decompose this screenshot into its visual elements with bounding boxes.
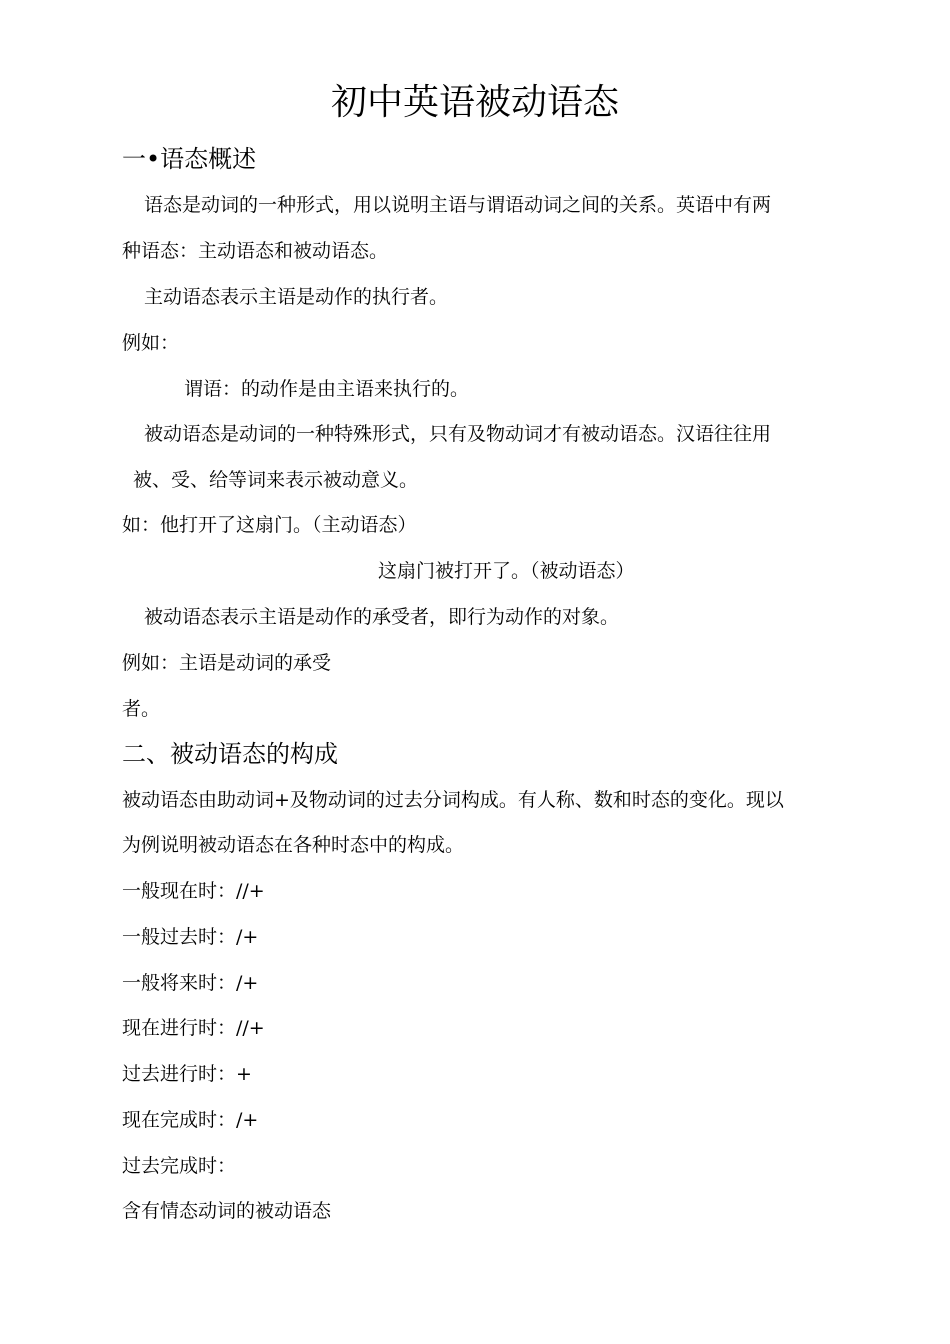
example-label-2-line-2: 者。 xyxy=(122,698,161,720)
example-passive: 这扇门被打开了。（被动语态） xyxy=(378,560,635,582)
paragraph-1-line-2: 种语态：主动语态和被动语态。 xyxy=(122,240,389,262)
tense-simple-present: 一般现在时：//+ xyxy=(122,880,265,902)
paragraph-5-line-1: 被动语态由助动词+及物动词的过去分词构成。有人称、数和时态的变化。现以 xyxy=(122,789,784,811)
paragraph-4: 被动语态表示主语是动作的承受者，即行为动作的对象。 xyxy=(144,606,620,628)
example-active: 如：他打开了这扇门。（主动语态） xyxy=(122,514,417,536)
example-label-1: 例如： xyxy=(122,332,180,354)
tense-present-continuous: 现在进行时：//+ xyxy=(122,1017,265,1039)
paragraph-1-line-1: 语态是动词的一种形式，用以说明主语与谓语动词之间的关系。英语中有两 xyxy=(144,194,772,216)
section-2-heading: 二、被动语态的构成 xyxy=(122,740,338,768)
paragraph-3-line-2: 被、受、给等词来表示被动意义。 xyxy=(133,469,419,491)
paragraph-3-line-1: 被动语态是动词的一种特殊形式，只有及物动词才有被动语态。汉语往往用 xyxy=(144,423,772,445)
tense-present-perfect: 现在完成时：/+ xyxy=(122,1109,259,1131)
paragraph-5-line-2: 为例说明被动语态在各种时态中的构成。 xyxy=(122,834,465,856)
tense-past-continuous: 过去进行时：+ xyxy=(122,1063,252,1085)
document-title: 初中英语被动语态 xyxy=(330,82,619,123)
example-label-2-line-1: 例如：主语是动词的承受 xyxy=(122,652,332,674)
example-note-1: 谓语：的动作是由主语来执行的。 xyxy=(184,378,470,400)
modal-passive-line: 含有情态动词的被动语态 xyxy=(122,1200,332,1222)
tense-simple-past: 一般过去时：/+ xyxy=(122,926,259,948)
paragraph-2: 主动语态表示主语是动作的执行者。 xyxy=(144,286,449,308)
tense-simple-future: 一般将来时：/+ xyxy=(122,972,259,994)
tense-past-perfect: 过去完成时： xyxy=(122,1155,237,1177)
section-1-heading: 一•语态概述 xyxy=(122,145,257,173)
